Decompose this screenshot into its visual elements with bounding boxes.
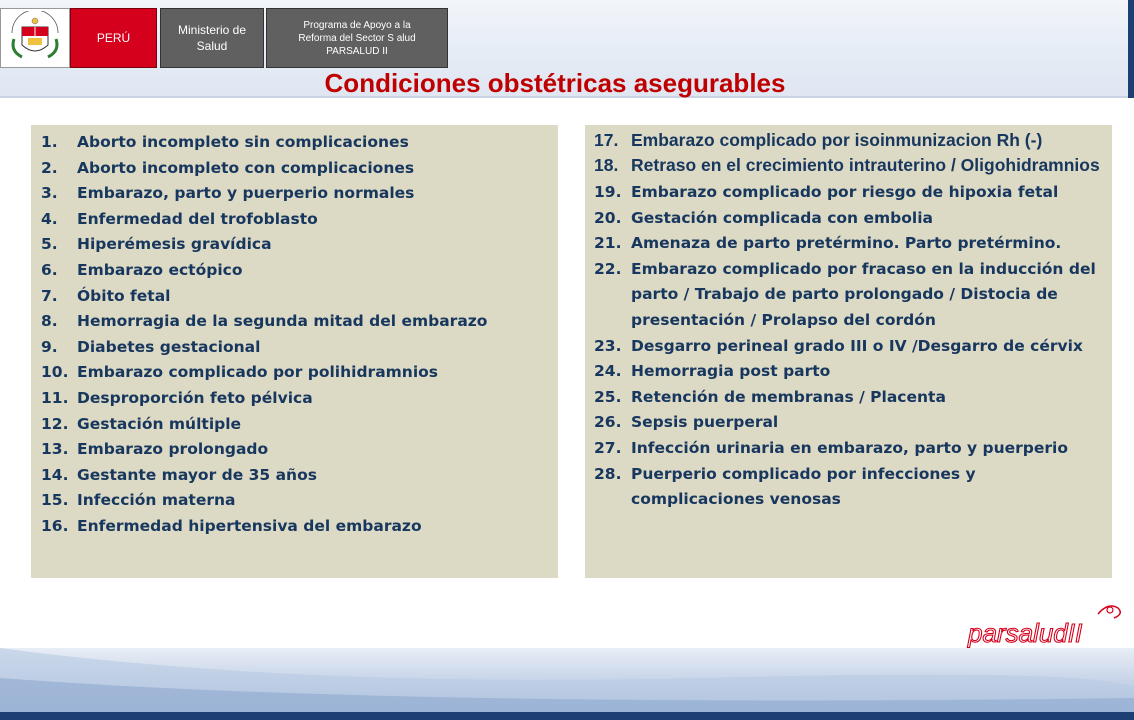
- right-conditions-list: [585, 130, 1112, 513]
- peru-label-box: [70, 8, 157, 68]
- list-item: 2. Aborto incompleto con complicaciones: [41, 158, 415, 177]
- header-accent-edge: [1128, 0, 1134, 98]
- logo-brand-text: parsaludII: [968, 618, 1083, 648]
- list-item: 6. Embarazo ectópico: [41, 260, 243, 279]
- list-item: 23. Desgarro perineal grado III o IV /Desgarro de cérvix: [594, 336, 1083, 355]
- footer-wave: [0, 648, 1134, 720]
- ministry-label: Ministerio de Salud: [177, 23, 247, 53]
- ministry-label-box: [160, 8, 264, 68]
- list-item: 20. Gestación complicada con embolia: [594, 208, 933, 227]
- national-emblem: [0, 8, 70, 68]
- list-item: 28. Puerperio complicado por infecciones y complicaciones venosas: [594, 464, 976, 509]
- list-item: 9. Diabetes gestacional: [41, 337, 261, 356]
- list-item: 21. Amenaza de parto pretérmino. Parto pretérmino.: [594, 234, 1062, 253]
- list-item: 27. Infección urinaria en embarazo, parto y puerperio: [594, 438, 1068, 457]
- page-title: Condiciones obstétricas asegurables: [324, 68, 786, 98]
- list-item: 12. Gestación múltiple: [41, 414, 242, 433]
- list-item: 8. Hemorragia de la segunda mitad del embarazo: [41, 312, 488, 331]
- right-conditions-panel: [585, 125, 1112, 578]
- list-item: 11. Desproporción feto pélvica: [41, 388, 313, 407]
- program-label: Programa de Apoyo a la Reforma del Sector S alud PARSALUD II: [298, 19, 416, 57]
- list-item: 4. Enfermedad del trofoblasto: [41, 209, 318, 228]
- list-item: 26. Sepsis puerperal: [594, 413, 779, 432]
- peru-label: PERÚ: [96, 31, 131, 45]
- list-item: 18. Retraso en el crecimiento intrauterino / Oligohidramnios: [594, 155, 1100, 175]
- list-item: 24. Hemorragia post parto: [594, 362, 831, 381]
- list-item: 13. Embarazo prolongado: [41, 440, 269, 459]
- list-item: 16. Enfermedad hipertensiva del embarazo: [41, 516, 422, 535]
- list-item: 3. Embarazo, parto y puerperio normales: [41, 184, 415, 203]
- list-item: 15. Infección materna: [41, 491, 236, 510]
- left-conditions-panel: [31, 125, 558, 578]
- list-item: 7. Óbito fetal: [41, 286, 171, 305]
- list-item: 19. Embarazo complicado por riesgo de hipoxia fetal: [594, 183, 1059, 201]
- list-item: 22. Embarazo complicado por fracaso en la inducción del parto / Trabajo de parto prolongado / Distocia de presentación / Prolapso del cordón: [594, 259, 1096, 329]
- left-conditions-list: [31, 130, 558, 540]
- list-item: 14. Gestante mayor de 35 años: [41, 465, 317, 484]
- list-item: 25. Retención de membranas / Placenta: [594, 387, 946, 406]
- list-item: 5. Hiperémesis gravídica: [41, 235, 272, 254]
- list-item: 17. Embarazo complicado por isoinmunizacion Rh (-): [594, 130, 1043, 150]
- coat-of-arms-icon: [4, 11, 66, 65]
- list-item: 10. Embarazo complicado por polihidramnios: [41, 363, 439, 382]
- list-item: 1. Aborto incompleto sin complicaciones: [41, 133, 409, 151]
- program-label-box: [266, 8, 448, 68]
- footer-accent-bar: [0, 712, 1134, 720]
